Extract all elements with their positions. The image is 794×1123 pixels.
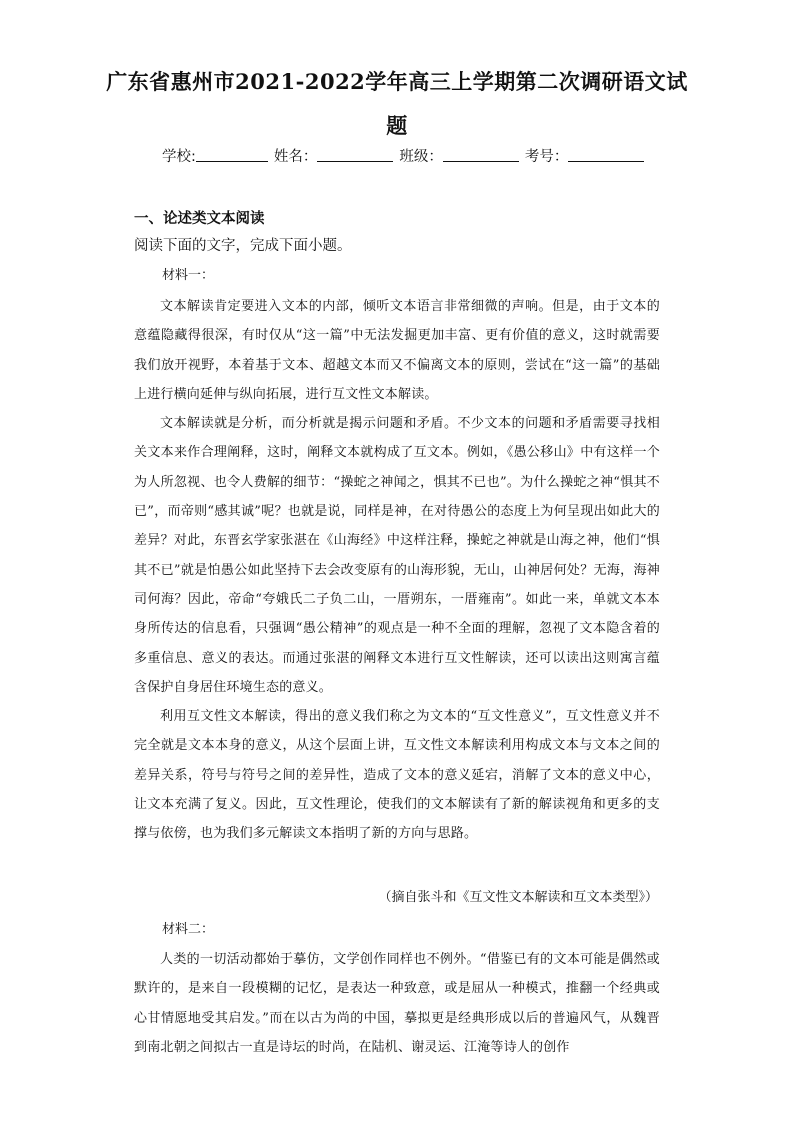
material-2-label: 材料二： (162, 922, 215, 937)
paragraph: 文本解读肯定要进入文本的内部，倾听文本语言非常细微的声响。但是，由于文本的意蕴隐藏得很深，有时仅从“这一篇”中无法发掘更加丰富、更有价值的意义，这时就需要我们放开视野，本着基于文本、超越文本而又不偏离文本的原则，尝试在“这一篇”的基础上进行横向延伸与纵向拓展，进行互文性文本解读。 (134, 299, 660, 402)
section-heading: 一、论述类文本阅读 (134, 211, 265, 227)
paragraph: 文本解读就是分析，而分析就是揭示问题和矛盾。不少文本的问题和矛盾需要寻找相关文本来作合理阐释，这时，阐释文本就构成了互文本。例如，《愚公移山》中有这样一个为人所忽视、也令人费解的细节：“操蛇之神闻之，惧其不已也”。为什么操蛇之神“惧其不已”，而帝则“感其诚”呢？也就是说，同样是神，在对待愚公的态度上为何呈现出如此大的差异？对此，东晋玄学家张湛在《山海经》中这样注释，操蛇之神就是山海之神，他们“惧其不已”就是怕愚公如此坚持下去会改变原有的山海形貌，无山，山神居何处？无海，海神司何海？因此，帝命“夸娥氏二子负二山，一厝朔东，一厝雍南”。如此一来，单就文本本身所传达的信息看，只强调“愚公精神”的观点是一种不全面的理解，忽视了文本隐含着的多重信息、意义的表达。而通过张湛的阐释文本进行互文性解读，还可以读出这则寓言蕴含保护自身居住环境生态的意义。 (134, 416, 660, 695)
school-label: 学校: (162, 149, 196, 165)
class-label: 班级： (399, 149, 443, 165)
material-1-label: 材料一： (162, 268, 215, 283)
material-1-body (134, 292, 660, 849)
paragraph: 利用互文性文本解读，得出的意义我们称之为文本的“互文性意义”，互文性意义并不完全就是文本本身的意义，从这个层面上讲，互文性文本解读利用构成文本与文本之间的差异关系，符号与符号之间的差异性，造成了文本的意义延宕，消解了文本的意义中心，让文本充满了复义。因此，互文性理论，使我们的文本解读有了新的解读视角和更多的支撑与依傍，也为我们多元解读文本指明了新的方向与思路。 (134, 709, 660, 842)
document-title-line-2: 题 (386, 113, 408, 138)
document-title-line-1: 广东省惠州市2021-2022学年高三上学期第二次调研语文试 (106, 69, 688, 94)
name-label: 姓名： (273, 149, 318, 165)
instruction-text: 阅读下面的文字，完成下面小题。 (134, 238, 352, 254)
material-2-body (134, 945, 660, 1062)
exam-number-label: 考号： (524, 149, 569, 165)
material-1-source: （摘自张斗和《互文性文本解读和互文本类型》） (378, 890, 658, 905)
paragraph: 人类的一切活动都始于摹仿，文学创作同样也不例外。“借鉴已有的文本可能是偶然或默许的，是来自一段模糊的记忆，是表达一种致意，或是屈从一种模式，推翻一个经典或心甘情愿地受其启发。”而在以古为尚的中国，摹拟更是经典形成以后的普遍风气，从魏晋到南北朝之间拟古一直是诗坛的时尚，在陆机、谢灵运、江淹等诗人的创作 (134, 952, 660, 1055)
class-blank[interactable] (443, 147, 519, 162)
student-info-line (162, 145, 650, 166)
name-blank[interactable] (317, 147, 393, 162)
school-blank[interactable] (196, 147, 268, 162)
exam-number-blank[interactable] (568, 147, 644, 162)
